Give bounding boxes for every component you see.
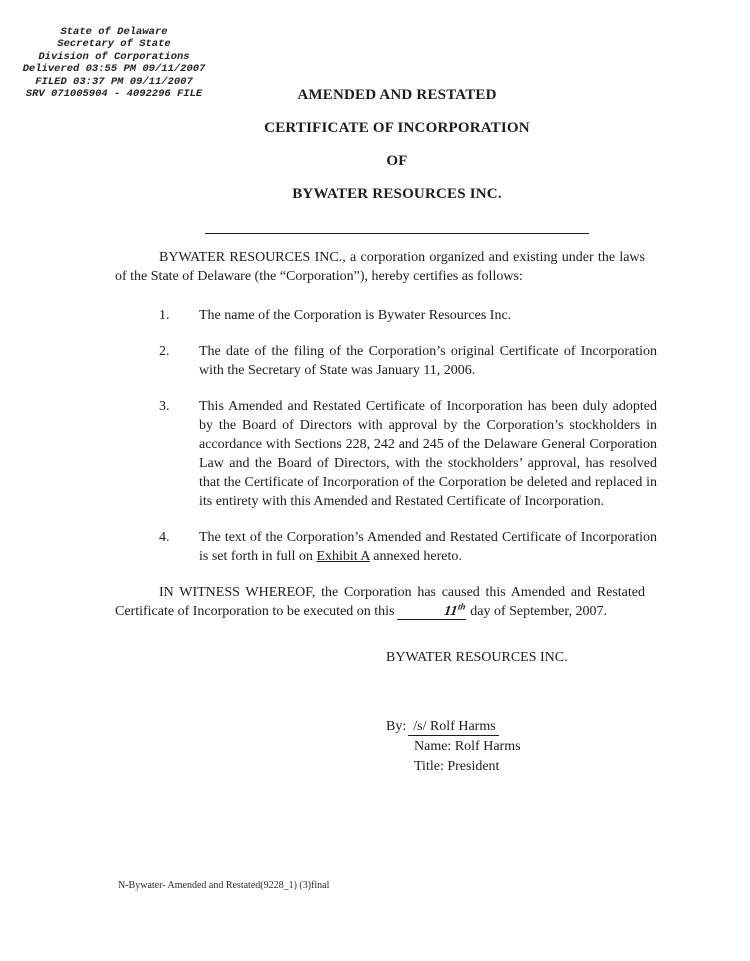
item-text-segment: The text of the Corporation’s Amended and Restated Certificate of Incorporation is set forth in full on <box>199 530 657 564</box>
intro-paragraph: BYWATER RESOURCES INC., a corporation organized and existing under the laws of the State of Delaware (the “Corporation”), hereby certifies as follows: <box>115 250 645 284</box>
signature-company-name: BYWATER RESOURCES INC. <box>386 650 568 665</box>
item-text-segment: annexed hereto. <box>369 549 462 564</box>
witness-text-segment: IN WITNESS WHEREOF, the Corporation has caused this Amended and Restated Certificate of Incorporation to be executed on this <box>115 585 645 619</box>
signature-value: /s/ Rolf Harms <box>408 719 498 736</box>
numbered-item <box>115 306 677 325</box>
item-text <box>199 528 657 566</box>
title-line-company: BYWATER RESOURCES INC. <box>292 186 502 202</box>
handwritten-day-suffix: th <box>457 601 467 612</box>
signature-block <box>386 648 568 776</box>
signature-by-line <box>386 717 568 736</box>
document-title <box>117 88 677 220</box>
item-number: 4. <box>159 530 170 545</box>
item-number: 2. <box>159 344 170 359</box>
stamp-line: Division of Corporations <box>38 50 190 63</box>
title-line-amended: AMENDED AND RESTATED <box>297 87 497 103</box>
numbered-item <box>115 528 677 566</box>
stamp-line: State of Delaware <box>60 26 168 38</box>
stamp-line: FILED 03:37 PM 09/11/2007 <box>35 75 193 88</box>
witness-paragraph <box>115 583 645 621</box>
numbered-item <box>115 342 677 380</box>
signature-title-line: Title: President <box>414 759 500 774</box>
document-footer-note: N-Bywater- Amended and Restated(9228_1) (3)final <box>118 880 330 891</box>
title-line-of: OF <box>386 153 408 169</box>
item-text: The date of the filing of the Corporation’s original Certificate of Incorporation with the Secretary of State was January 11, 2006. <box>199 344 657 378</box>
witness-text-segment: day of September, 2007. <box>466 604 607 619</box>
numbered-item <box>115 397 677 511</box>
signature-name-line: Name: Rolf Harms <box>414 739 521 754</box>
handwritten-day: 11 <box>443 604 459 619</box>
signature-by-label: By: <box>386 719 407 734</box>
item-text: The name of the Corporation is Bywater Resources Inc. <box>199 308 512 323</box>
document-body <box>115 248 677 621</box>
handwritten-date <box>397 601 468 620</box>
item-number: 1. <box>159 308 170 323</box>
exhibit-a-reference: Exhibit A <box>316 549 370 564</box>
item-number: 3. <box>159 399 170 414</box>
stamp-line: SRV 071005904 - 4092296 FILE <box>25 88 203 101</box>
stamp-line: Delivered 03:55 PM 09/11/2007 <box>22 63 206 76</box>
stamp-line: Secretary of State <box>57 38 171 51</box>
item-text: This Amended and Restated Certificate of Incorporation has been duly adopted by the Board of Directors with approval by the Corporation’s stockholders in accordance with Sections 228, 242 and 245 of the Delaware General Corporation Law and the Board of Directors, with the stockholders’ approval, has resolved that the Certificate of Incorporation of the Corporation be deleted and replaced in its entirety with this Amended and Restated Certificate of Incorporation. <box>199 399 657 509</box>
title-line-certificate: CERTIFICATE OF INCORPORATION <box>264 120 530 136</box>
divider-rule <box>205 233 589 234</box>
